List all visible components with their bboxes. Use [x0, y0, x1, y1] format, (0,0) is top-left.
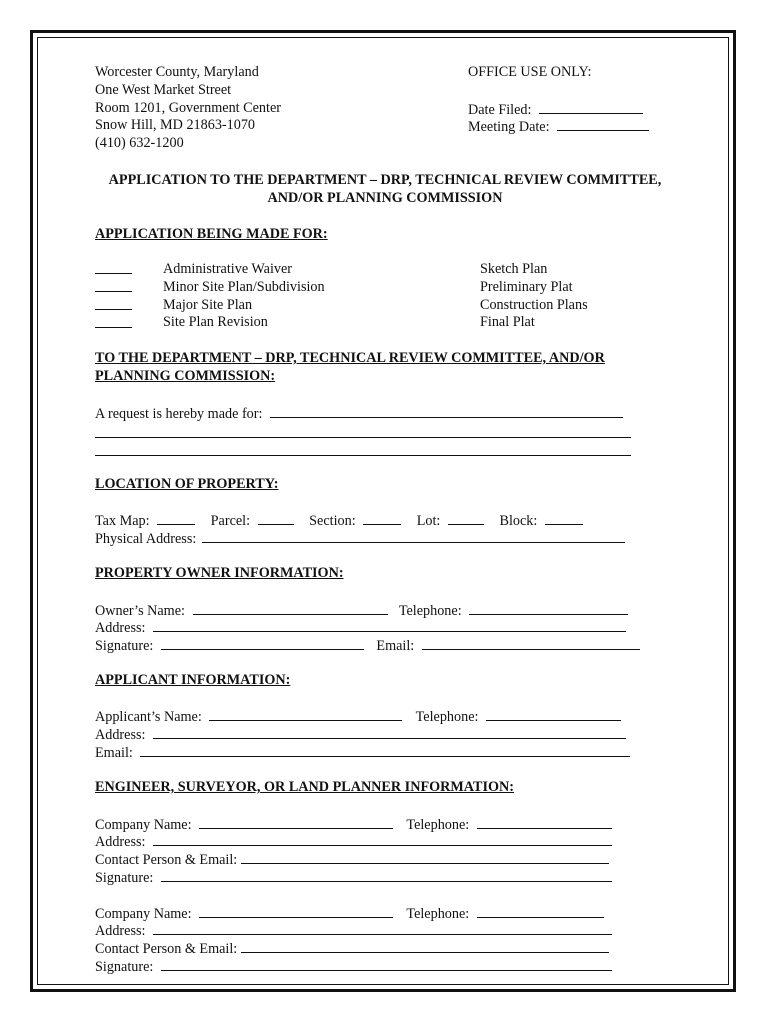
engineer-address-label: Address:: [95, 923, 146, 939]
form-title-line: APPLICATION TO THE DEPARTMENT – DRP, TECHNICAL REVIEW COMMITTEE,: [108, 172, 662, 188]
owner-name-label: Owner’s Name:: [95, 603, 185, 619]
address-line: One West Market Street: [95, 81, 232, 98]
option-label: Administrative Waiver: [163, 261, 293, 277]
applicant-address-label: Address:: [95, 727, 146, 743]
parcel-label: Parcel:: [210, 513, 251, 529]
tax-map-label: Tax Map:: [95, 513, 150, 529]
option-checkbox[interactable]: [95, 315, 132, 328]
owner-email-label: Email:: [376, 638, 415, 654]
option-row: [95, 315, 132, 334]
engineer-company-label: Company Name:: [95, 817, 192, 833]
location-row: [95, 511, 583, 531]
form-title-line: AND/OR PLANNING COMMISSION: [267, 189, 503, 206]
option-checkbox[interactable]: [95, 261, 132, 274]
applicant-email-label: Email:: [95, 745, 133, 761]
option-label: Site Plan Revision: [163, 314, 268, 331]
date-filed-row: [468, 100, 649, 118]
physical-address-field[interactable]: [202, 529, 625, 543]
owner-address-field[interactable]: [153, 618, 626, 632]
section-label: Section:: [309, 513, 356, 529]
request-field-line[interactable]: [95, 455, 631, 456]
engineer-signature-field[interactable]: [161, 957, 612, 971]
engineer-company-label: Company Name:: [95, 906, 192, 922]
engineer-address-row: [95, 921, 612, 941]
meeting-date-row: [468, 117, 649, 135]
engineer-contact-field[interactable]: [241, 850, 609, 864]
request-label: A request is hereby made for:: [95, 406, 263, 422]
owner-telephone-label: Telephone:: [398, 603, 462, 619]
engineer-contact-row: [95, 850, 609, 870]
tax-map-field[interactable]: [157, 511, 195, 525]
physical-address-label: Physical Address:: [95, 531, 197, 547]
engineer-company-field[interactable]: [199, 904, 393, 918]
office-use-block: [468, 64, 649, 135]
request-field[interactable]: [270, 404, 623, 418]
owner-telephone-field[interactable]: [469, 601, 628, 615]
engineer-telephone-label: Telephone:: [406, 817, 470, 833]
owner-signature-field[interactable]: [161, 636, 364, 650]
option-label: Final Plat: [480, 314, 535, 331]
meeting-date-field[interactable]: [557, 117, 649, 131]
option-row: [95, 297, 132, 316]
address-line: Snow Hill, MD 21863-1070: [95, 117, 256, 134]
applicant-address-row: [95, 725, 626, 745]
engineer-heading: ENGINEER, SURVEYOR, OR LAND PLANNER INFORMATION:: [95, 779, 514, 795]
engineer-address-field[interactable]: [153, 921, 612, 935]
physical-address-row: [95, 529, 625, 549]
option-label: Major Site Plan: [163, 296, 253, 313]
owner-name-field[interactable]: [193, 601, 388, 615]
form-title: [40, 172, 730, 208]
options-left-list: [163, 261, 325, 332]
applicant-email-field[interactable]: [140, 743, 630, 757]
engineer-signature-label: Signature:: [95, 870, 154, 886]
owner-address-row: [95, 618, 626, 638]
date-filed-field[interactable]: [539, 100, 643, 114]
option-row: [95, 261, 132, 280]
engineer-address-label: Address:: [95, 834, 146, 850]
engineer-contact-label: Contact Person & Email:: [95, 852, 238, 868]
owner-email-field[interactable]: [422, 636, 640, 650]
applicant-telephone-field[interactable]: [486, 707, 621, 721]
option-checkbox[interactable]: [95, 297, 132, 310]
owner-signature-label: Signature:: [95, 638, 154, 654]
applicant-name-row: [95, 707, 621, 727]
engineer-address-field[interactable]: [153, 832, 612, 846]
meeting-date-label: Meeting Date:: [468, 119, 550, 136]
section-field[interactable]: [363, 511, 401, 525]
request-field-line[interactable]: [95, 437, 631, 438]
office-use-label: OFFICE USE ONLY:: [468, 64, 592, 80]
owner-address-label: Address:: [95, 620, 146, 636]
applicant-heading: APPLICANT INFORMATION:: [95, 672, 291, 688]
option-label: Sketch Plan: [480, 261, 548, 277]
engineer-signature-label: Signature:: [95, 959, 154, 975]
block-label: Block:: [499, 513, 538, 529]
address-line: (410) 632-1200: [95, 135, 184, 152]
owner-heading: PROPERTY OWNER INFORMATION:: [95, 565, 344, 581]
applicant-email-row: [95, 743, 630, 763]
engineer-contact-row: [95, 939, 609, 959]
engineer-signature-row: [95, 957, 612, 977]
request-heading-line: TO THE DEPARTMENT – DRP, TECHNICAL REVIEW COMMITTEE, AND/OR: [95, 350, 605, 366]
block-field[interactable]: [545, 511, 583, 525]
engineer-telephone-field[interactable]: [477, 904, 604, 918]
applicant-telephone-label: Telephone:: [415, 709, 479, 725]
date-filed-label: Date Filed:: [468, 101, 532, 118]
lot-field[interactable]: [448, 511, 484, 525]
owner-signature-row: [95, 636, 640, 656]
application-for-heading: APPLICATION BEING MADE FOR:: [95, 226, 328, 242]
option-checkbox[interactable]: [95, 279, 132, 292]
engineer-telephone-label: Telephone:: [406, 906, 470, 922]
parcel-field[interactable]: [258, 511, 294, 525]
engineer-address-row: [95, 832, 612, 852]
lot-label: Lot:: [416, 513, 441, 529]
county-address-block: [95, 64, 281, 153]
applicant-address-field[interactable]: [153, 725, 626, 739]
engineer-signature-field[interactable]: [161, 868, 612, 882]
option-label: Construction Plans: [480, 296, 588, 313]
engineer-contact-field[interactable]: [241, 939, 609, 953]
option-row: [95, 279, 132, 298]
address-line: Worcester County, Maryland: [95, 64, 259, 80]
applicant-name-field[interactable]: [209, 707, 402, 721]
address-line: Room 1201, Government Center: [95, 99, 281, 116]
engineer-signature-row: [95, 868, 612, 888]
request-heading-line: PLANNING COMMISSION:: [95, 367, 276, 384]
engineer-contact-label: Contact Person & Email:: [95, 941, 238, 957]
options-right-list: [480, 261, 588, 332]
applicant-name-label: Applicant’s Name:: [95, 709, 202, 725]
location-heading: LOCATION OF PROPERTY:: [95, 476, 279, 492]
engineer-company-field[interactable]: [199, 815, 393, 829]
option-label: Minor Site Plan/Subdivision: [163, 278, 325, 295]
option-label: Preliminary Plat: [480, 278, 573, 295]
request-heading: [95, 350, 605, 386]
request-row: [95, 404, 623, 424]
engineer-telephone-field[interactable]: [477, 815, 612, 829]
